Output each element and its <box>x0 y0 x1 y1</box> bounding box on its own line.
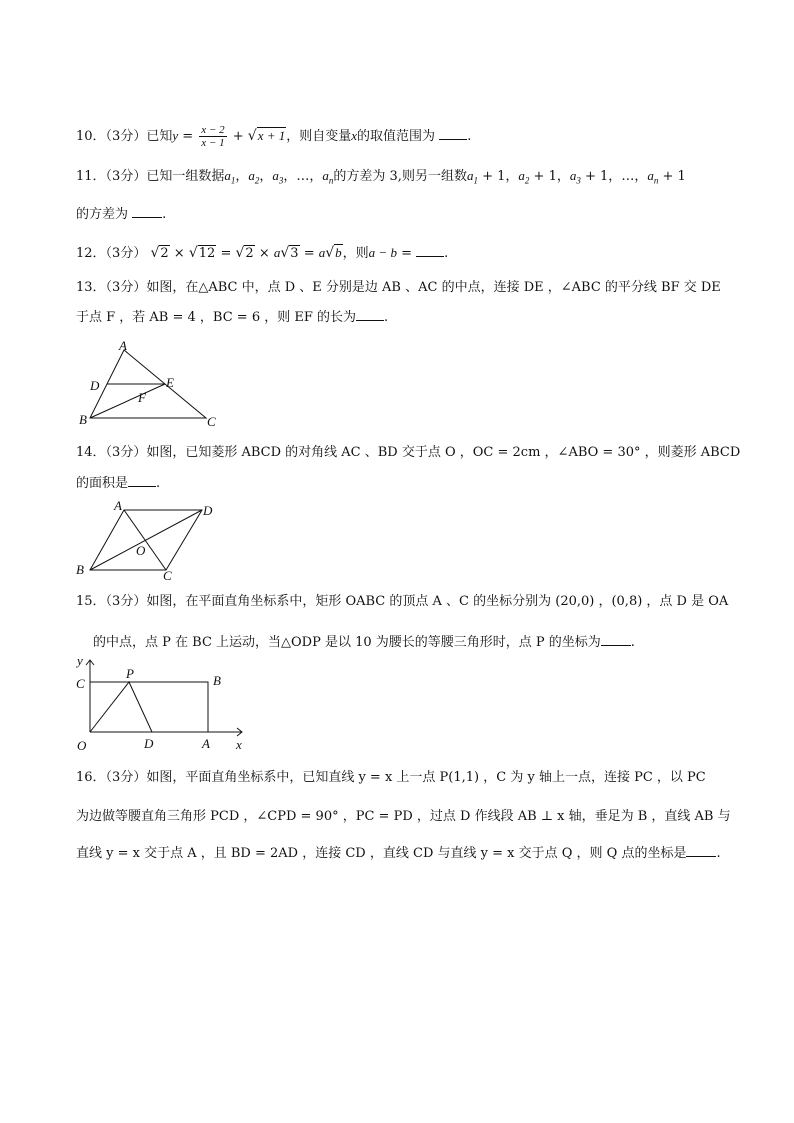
comma: ， <box>634 169 648 184</box>
answer-blank[interactable] <box>128 473 156 487</box>
answer-blank[interactable] <box>356 307 384 321</box>
math-var: a <box>322 168 329 183</box>
label-p: P <box>126 666 134 681</box>
math-op: = <box>396 246 417 261</box>
question-number: 16． <box>76 770 106 785</box>
question-number: 15． <box>76 594 106 609</box>
sqrt-body: 12 <box>198 246 216 261</box>
question-16 <box>76 768 706 788</box>
math-op: = <box>216 246 236 261</box>
question-text: 的面积是 <box>76 476 129 491</box>
math-expr: + 1 <box>580 169 609 184</box>
question-text: 如图，已知菱形 ABCD 的对角线 AC 、BD 交于点 O ，OC = 2cm ，∠ABO = 30° ，则菱形 ABCD <box>146 445 741 460</box>
period: . <box>630 635 635 650</box>
math-op: = <box>299 246 319 261</box>
math-op: = <box>178 129 198 144</box>
answer-blank[interactable] <box>439 126 467 140</box>
comma: ， <box>608 169 622 184</box>
question-score: （3分） <box>105 594 147 609</box>
subscript: 2 <box>254 175 260 186</box>
question-text: 如图，在△ABC 中，点 D 、E 分别是边 AB 、AC 的中点，连接 DE ，∠ABC 的平分线 BF 交 DE <box>146 280 721 295</box>
label-d: D <box>90 378 100 393</box>
sqrt-body: 2 <box>245 246 254 261</box>
question-number: 13． <box>76 280 106 295</box>
answer-blank[interactable] <box>416 243 444 257</box>
question-score: （3分） <box>105 129 147 144</box>
math-var: a <box>272 168 279 183</box>
label-b: B <box>213 673 221 688</box>
period: . <box>467 129 472 144</box>
square-root: √2 <box>235 245 254 261</box>
comma: ， <box>505 169 519 184</box>
label-c: C <box>163 568 172 583</box>
answer-blank[interactable] <box>601 632 631 646</box>
question-15-line-2 <box>93 632 635 653</box>
square-root: √x + 1 <box>247 128 286 144</box>
label-a: A <box>202 736 210 751</box>
math-var: a <box>224 168 231 183</box>
math-op: × <box>169 246 189 261</box>
question-15 <box>76 592 728 612</box>
question-12 <box>76 243 448 264</box>
question-number: 14． <box>76 445 106 460</box>
math-var: a <box>466 168 474 183</box>
answer-blank[interactable] <box>132 204 162 218</box>
subscript: 1 <box>230 175 236 186</box>
fraction <box>199 124 226 149</box>
label-e: E <box>166 375 174 390</box>
question-14 <box>76 443 740 463</box>
label-d: D <box>203 503 213 518</box>
question-text: 已知一组数据 <box>146 169 225 184</box>
math-var: a <box>569 168 577 183</box>
question-11 <box>76 166 686 191</box>
label-d: D <box>144 736 154 751</box>
label-b: B <box>76 562 84 577</box>
question-number: 11． <box>76 169 106 184</box>
question-text: 如图，在平面直角坐标系中，矩形 OABC 的顶点 A 、C 的坐标分别为 (20,0) ，(0,8) ，点 D 是 OA <box>146 594 729 609</box>
label-c: C <box>207 414 216 429</box>
question-11-line-2 <box>76 204 166 225</box>
question-text: 于点 F ，若 AB = 4 ，BC = 6 ，则 EF 的长为 <box>76 310 356 325</box>
question-14-line-2 <box>76 473 160 494</box>
square-root: √2 <box>150 245 169 261</box>
question-score: （3分） <box>105 770 147 785</box>
question-number: 10． <box>76 129 106 144</box>
question-13-line-2 <box>76 307 388 328</box>
bisector-bf <box>90 384 165 418</box>
question-text: 的方差为 <box>76 207 129 222</box>
comma: ， <box>283 169 297 184</box>
period: . <box>716 846 721 861</box>
subscript: 3 <box>278 175 284 186</box>
question-text: 为边做等腰直角三角形 PCD ，∠CPD = 90° ，PC = PD ，过点 D 作线段 AB ⊥ x 轴，垂足为 B ，直线 AB 与 <box>76 809 731 824</box>
fraction-numerator: x − 2 <box>201 124 225 136</box>
sqrt-body: x + 1 <box>257 128 286 143</box>
square-root: √3 <box>280 245 299 261</box>
sqrt-body: 3 <box>290 246 299 261</box>
question-text: 已知 <box>146 129 173 144</box>
comma: ， <box>309 169 323 184</box>
label-y: y <box>77 653 83 668</box>
label-o: O <box>77 738 87 753</box>
question-text: 的取值范围为 <box>357 129 436 144</box>
question-16-line-3 <box>76 843 721 864</box>
answer-blank[interactable] <box>686 843 716 857</box>
math-op: + <box>228 129 248 144</box>
question-score: （3分） <box>105 246 147 261</box>
q14-rhombus-figure <box>76 498 226 584</box>
question-score: （3分） <box>105 445 147 460</box>
question-text: 如图，平面直角坐标系中，已知直线 y = x 上一点 P(1,1) ，C 为 y 轴上一点，连接 PC ，以 PC <box>146 770 706 785</box>
period: . <box>384 310 389 325</box>
label-b: B <box>79 412 87 427</box>
question-10 <box>76 124 471 149</box>
subscript: 3 <box>576 175 581 186</box>
math-var: a <box>248 168 255 183</box>
math-var: a <box>273 245 281 260</box>
period: . <box>444 246 449 261</box>
math-var: y <box>172 128 179 143</box>
period: . <box>156 476 161 491</box>
question-text: 直线 y = x 交于点 A ，且 BD = 2AD ，连接 CD ，直线 CD 与直线 y = x 交于点 Q ，则 Q 点的坐标是 <box>76 846 687 861</box>
question-text: ，则 <box>342 246 369 261</box>
fraction-denominator: x − 1 <box>201 137 225 149</box>
label-o: O <box>136 543 146 558</box>
subscript: 1 <box>473 175 478 186</box>
subscript: n <box>328 175 334 186</box>
question-score: （3分） <box>105 169 147 184</box>
subscript: 2 <box>524 175 530 186</box>
math-expr: + 1 <box>658 169 686 184</box>
period: . <box>162 207 167 222</box>
question-score: （3分） <box>105 280 147 295</box>
math-expr: + 1 <box>529 169 557 184</box>
comma: ， <box>259 169 273 184</box>
question-text: ，则自变量 <box>286 129 352 144</box>
question-number: 12． <box>76 246 106 261</box>
label-x: x <box>236 737 242 752</box>
math-var: x <box>351 128 358 143</box>
sqrt-body: b <box>335 245 342 260</box>
label-f: F <box>138 390 146 405</box>
label-c: C <box>76 676 85 691</box>
ellipsis: … <box>296 169 310 184</box>
comma: ， <box>556 169 570 184</box>
triangle-odp <box>90 682 152 732</box>
square-root: √12 <box>188 245 216 261</box>
q13-triangle-figure <box>76 338 236 430</box>
math-expr: a − b <box>368 245 397 260</box>
question-text: 的方差为 3,则另一组数 <box>333 169 467 184</box>
math-var: a <box>318 245 326 260</box>
square-root: √b <box>325 245 342 261</box>
sqrt-body: 2 <box>160 246 169 261</box>
math-var: a <box>518 168 525 183</box>
math-expr: + 1 <box>477 169 506 184</box>
question-13 <box>76 278 721 298</box>
q15-coordinate-figure <box>74 652 254 754</box>
ellipsis: … <box>621 169 635 184</box>
math-var: a <box>647 168 654 183</box>
question-text: 的中点，点 P 在 BC 上运动，当△ODP 是以 10 为腰长的等腰三角形时，点 P 的坐标为 <box>93 635 601 650</box>
question-16-line-2 <box>76 807 731 827</box>
label-a: A <box>119 338 127 353</box>
label-a: A <box>114 498 122 513</box>
subscript: n <box>653 175 659 186</box>
math-op: × <box>254 246 274 261</box>
comma: ， <box>235 169 249 184</box>
